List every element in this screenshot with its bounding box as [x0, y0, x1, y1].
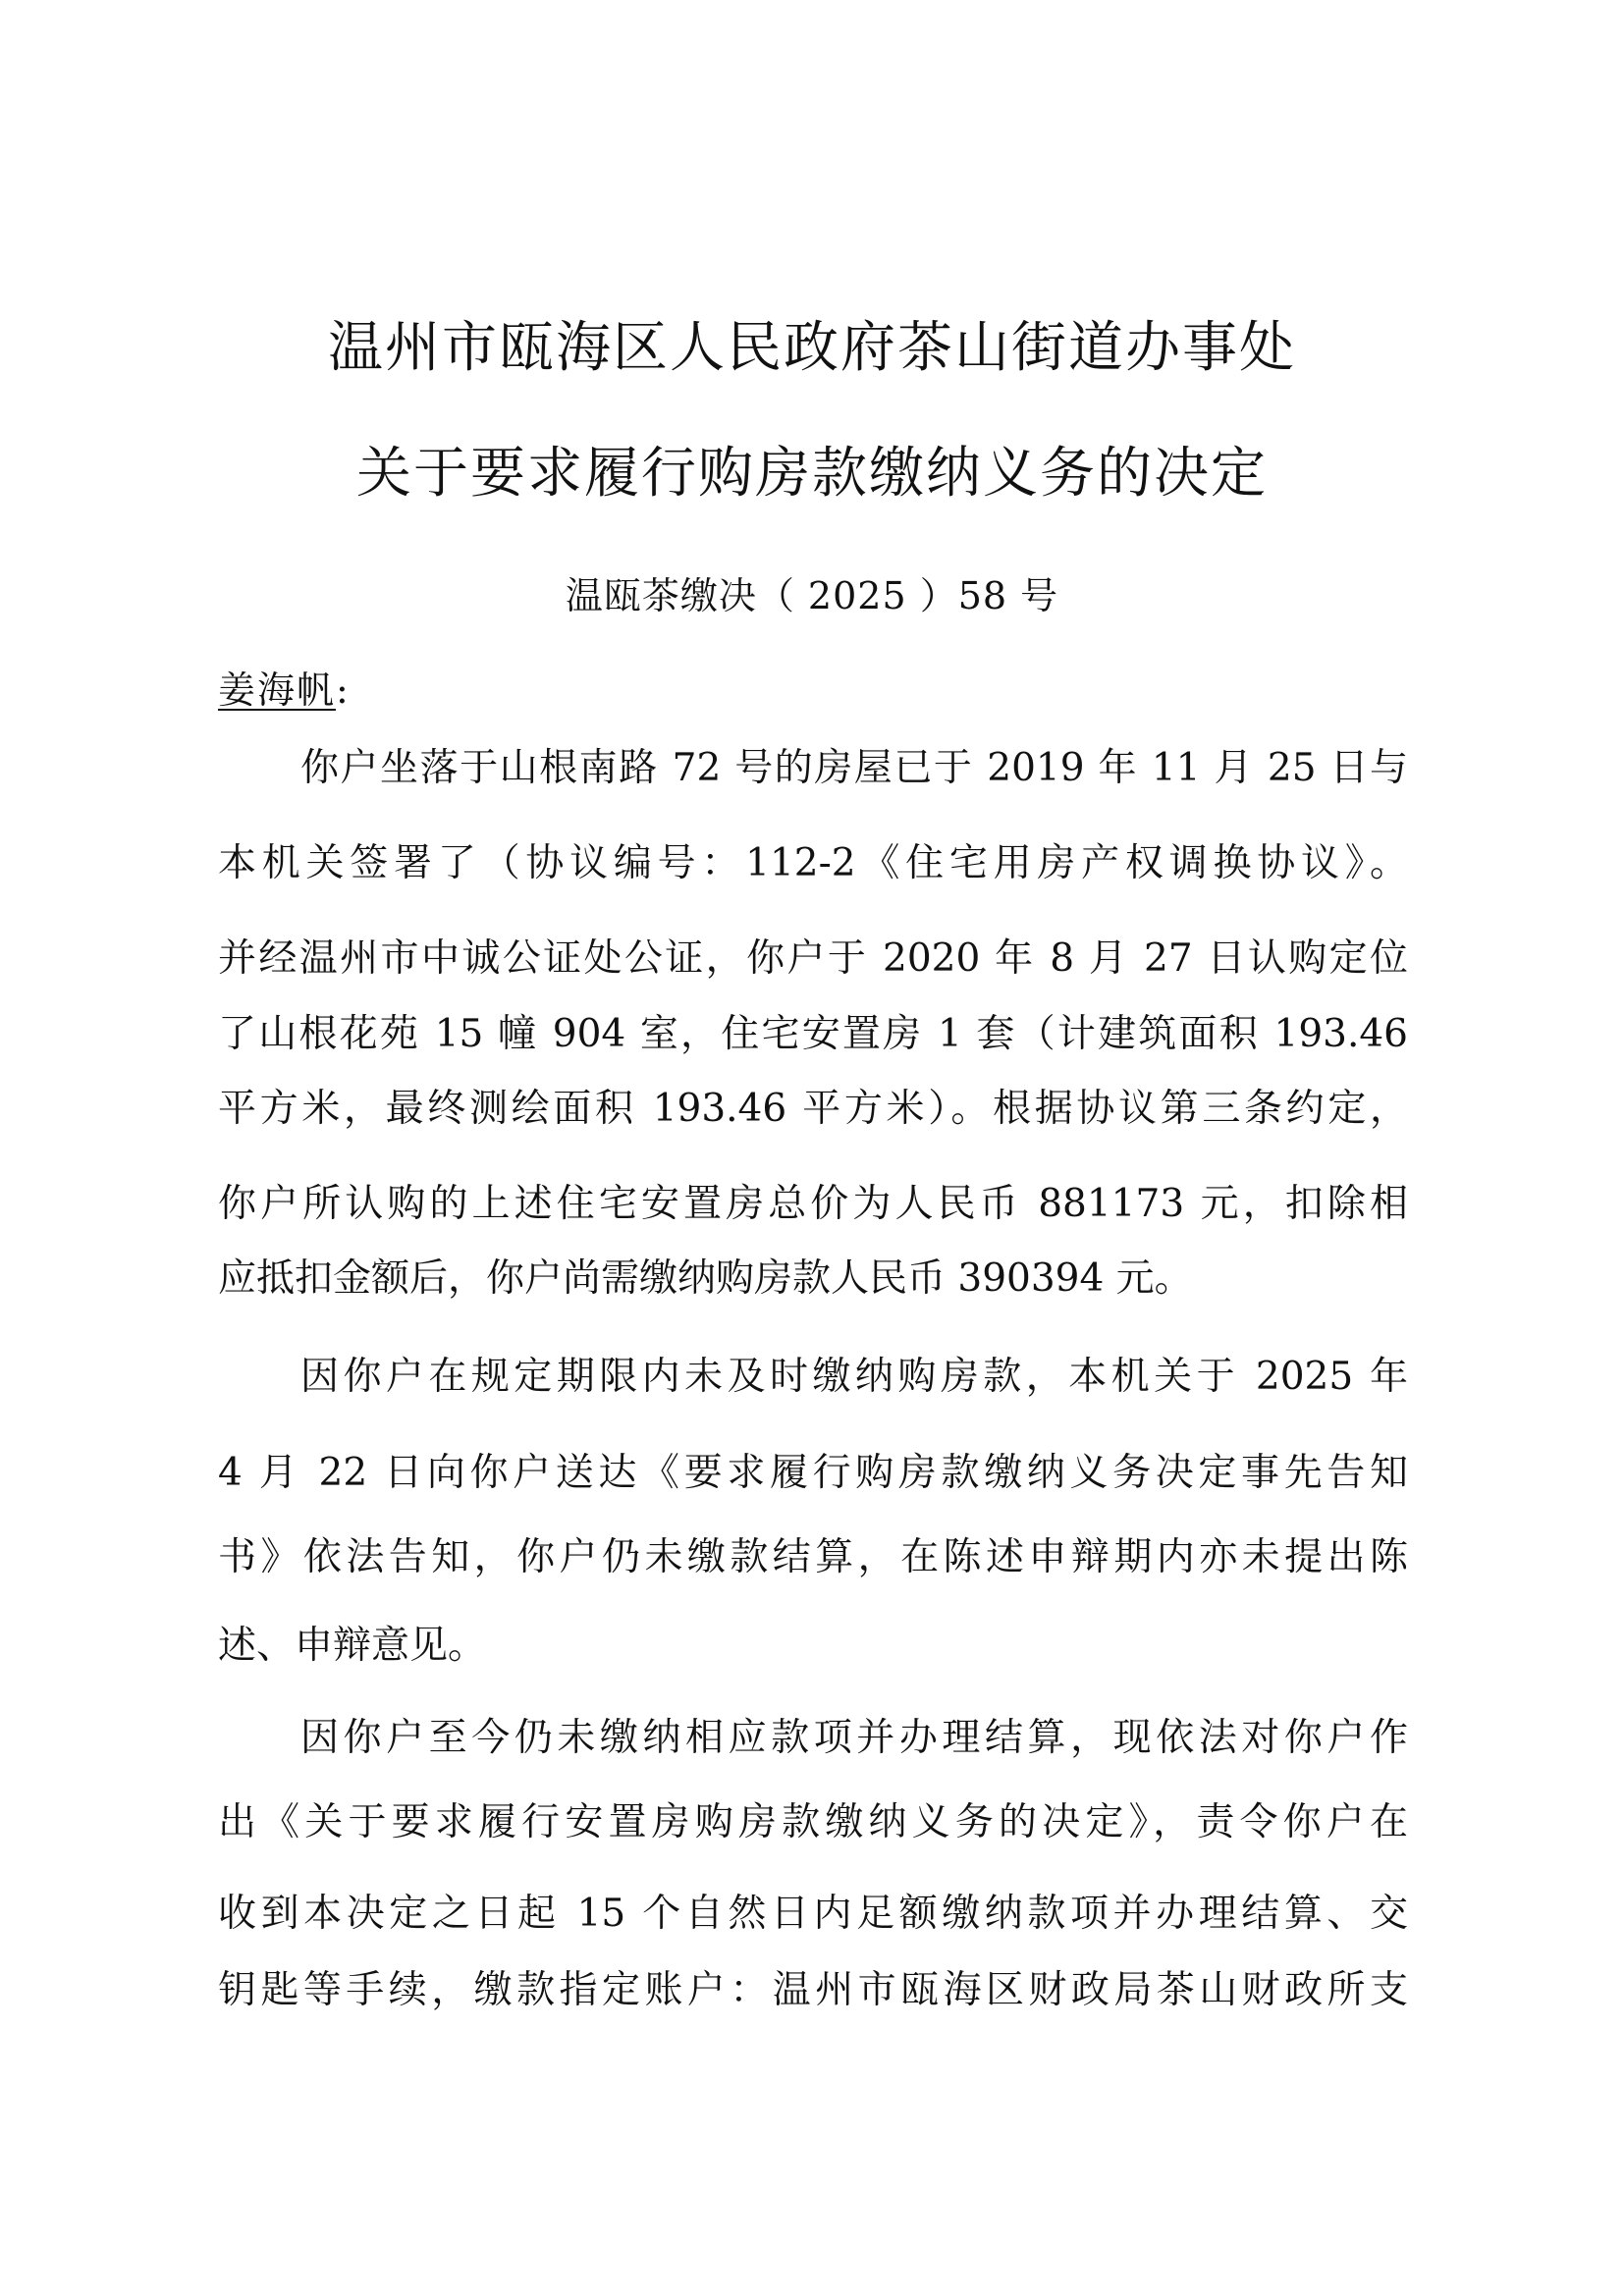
body-line: 钥匙等手续，缴款指定账户：温州市瓯海区财政局茶山财政所支: [218, 1968, 1408, 2012]
body-line: 4 月 22 日向你户送达《要求履行购房款缴纳义务决定事先告知: [218, 1451, 1408, 1495]
document-number: 温瓯茶缴决（ 2025 ）58 号: [565, 574, 1059, 617]
body-line: 书》依法告知，你户仍未缴款结算，在陈述申辩期内亦未提出陈: [218, 1535, 1408, 1579]
body-line: 平方米，最终测绘面积 193.46 平方米）。根据协议第三条约定，: [218, 1087, 1408, 1131]
addressee-name: 姜海帆: [218, 668, 337, 712]
body-line: 并经温州市中诚公证处公证，你户于 2020 年 8 月 27 日认购定位: [218, 936, 1408, 981]
body-line: 因你户至今仍未缴纳相应款项并办理结算，现依法对你户作: [300, 1716, 1408, 1760]
body-line: 本机关签署了（协议编号：112-2《住宅用房产权调换协议》。: [218, 841, 1408, 885]
body-line: 应抵扣金额后，你户尚需缴纳购房款人民币 390394 元。: [218, 1256, 1193, 1301]
body-line: 你户所认购的上述住宅安置房总价为人民币 881173 元，扣除相: [218, 1182, 1408, 1226]
body-line: 因你户在规定期限内未及时缴纳购房款，本机关于 2025 年: [300, 1355, 1408, 1399]
document-title-line-2: 关于要求履行购房款缴纳义务的决定: [356, 442, 1268, 506]
body-line: 了山根花苑 15 幢 904 室，住宅安置房 1 套（计建筑面积 193.46: [218, 1012, 1408, 1056]
document-title-line-1: 温州市瓯海区人民政府茶山街道办事处: [328, 316, 1296, 380]
body-line: 你户坐落于山根南路 72 号的房屋已于 2019 年 11 月 25 日与: [300, 746, 1408, 790]
body-line: 出《关于要求履行安置房购房款缴纳义务的决定》，责令你户在: [218, 1800, 1408, 1844]
addressee-colon: :: [336, 668, 351, 712]
body-line: 述、申辩意见。: [218, 1624, 487, 1668]
addressee: [218, 666, 351, 715]
body-line: 收到本决定之日起 15 个自然日内足额缴纳款项并办理结算、交: [218, 1892, 1408, 1936]
